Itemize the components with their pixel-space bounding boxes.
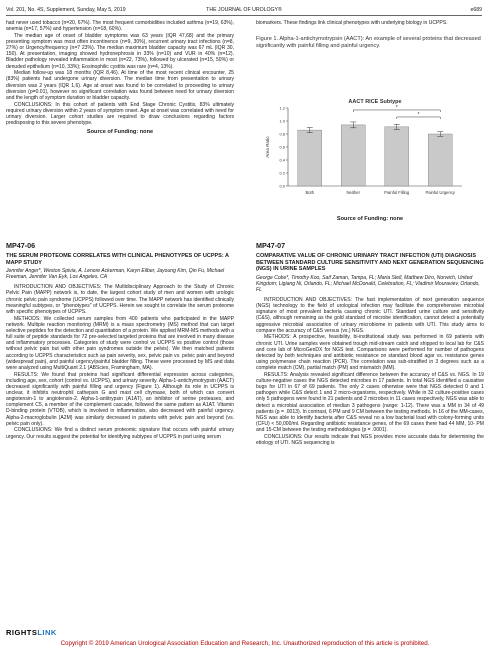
bar (341, 125, 365, 186)
abstract-id: MP47-06 (6, 241, 36, 250)
y-tick-label: 0.4 (279, 157, 285, 163)
rightslink-logo[interactable] (6, 628, 57, 637)
abstract-paragraph: METHODS: We collected serum samples from 400 patients who participated in the MAPP network. Multiple reaction monitoring (MRM) is a mass spectrometry (MS) method that can target selective peptides for the detection and quantitation of a protein. We applied MRM-MS methods with a full suite of peptide standards for 72 pre-selected targeted proteins that are involved in many disease and inflammatory processes. Categories of study were control vs UCPPS vs positive control (those without pelvic pain but with other pain syndromes outside the pelvis). We then matched patients according to UCPPS characteristics such as pain severity, sex, pelvic pain vs. pelvic pain and beyond (widespread pain), and painful urgency/painful bladder filling. These were processed by MS and data were analyzed using MultiQuant 2.1 (ABSciex, Framingham, MA). (6, 315, 234, 371)
abstract-paragraph: CONCLUSIONS: Our results indicate that NGS provides more accurate data for determining the etiology of UTI. NGS sequencing is (256, 433, 484, 447)
abstract-paragraph: INTRODUCTION AND OBJECTIVES: The fast implementation of next generation sequence (NGS) technology to the field of urological infection may facilitate the comprehensive microbial signature of most prevalent bacteria causing chronic UTI. Standard urine culture and sensitivity (C&S), although remaining as the gold standard of microbe identification, cannot detect a potentially aggressive microbial association of urinary microbiome in patients with UTI. This study aims to compare the accuracy of C&S versus (vs.) NGS. (256, 296, 484, 334)
left-paragraph: Median follow-up was 18 months (IQR 8,46). At time of the most recent clinical encounter, 25 (83%) patients had undergone urinary diversion. The median time from presentation to urinary diversion was 2 years (IQR 1,6). Age at onset was found to be correlated to proceeding to urinary diversion (p=0.01), however no significant correlation was found between need for urinary diversion and the length of symptom duration or bladder capacity. (6, 70, 234, 101)
running-header (6, 5, 482, 15)
left-column (6, 20, 234, 135)
y-tick-label: 0.0 (279, 183, 285, 189)
x-tick-label: Neither (346, 190, 360, 195)
abstract-id: MP47-07 (256, 241, 286, 250)
right-funding (256, 213, 484, 222)
abstract-paragraph: RESULTS: Analysis revealed significant difference between the accuracy of C&S vs. NGS. In 19 culture-negative cases the NGS detected microbes in 17 patients. In total NGS identified a causative bugs for UTI in 67 of 69 patients. The only 2 cases otherwise were that NGS detected 0 and 1 pathogen while C&S detect 1 and 2 micro-organisms, respectively. While in 32 culture-positive cases only 5 pathogens were found in 21 patients and 2 microbes in 11 cases respectively, NGS was able to detect a microbial association of median 3 pathogens (range: 1-12). There was a MM in 34 of 49 patients (p = .0013). In contrast, 6 PM and 9 CM between the testing methods. In 16 of the MM-cases, NGS was able to identify bacteria after C&S reveal no a low bacterial load with colony-forming units (CFU) < 50,000/ml. Regarding antibiotic resistance genes, of the 69 cases there had 44 MM, 10- PM and 15-CM between the testing methodologies (p = .0001). (256, 371, 484, 434)
abstract-paragraph: METHODS: A prospective, feasibility, bi-institutional study was performed in 69 patients with chronic UTI. Urine samples were obtained trough mid-stream catch and shipped to local lab for C&S and core lab of MicroGenDX for NGS test. Comparisons were performed for number of pathogens detected by both techniques and antibiotic resistance on standard blood agar vs. resistance genes using polymerase chain reaction (PCR). The correlation was sub-stratified in 3 degrees such as a complete match (CM), partial match (PM) and mismatch (MM). (256, 334, 484, 372)
significance-marker: * (417, 111, 420, 118)
x-tick-label: Painful Urgency (425, 190, 456, 195)
left-paragraph: had never used tobacco (n=20, 67%). The most frequent comorbidities included asthma (n=19, 63%), anemia (n=17, 57%) and hypertension (n=18, 60%). (6, 20, 234, 33)
abstract-mp47-07 (256, 242, 484, 446)
bar (298, 130, 322, 186)
y-axis-label: Area Ratio (265, 136, 270, 158)
x-tick-label: Painful Filling (384, 190, 410, 195)
left-paragraph: CONCLUSIONS: In this cohort of patients with End Stage Chronic Cystitis, 83% ultimately required urinary diversion within 2 years of symptom onset. Age at onset was correlated with need for urinary diversion. Larger cohort studies are required to draw conclusions regarding factors predisposing to this severe phenotype. (6, 101, 234, 126)
abstract-authors: George Cobe*, Timothy Koo, Saif Zaman, Tampa, FL; Maria Stell, Matthew Diro, Norwich, United Kingdom; Ligiang Ni, Orlando, FL; Michael McDonald, Celebration, FL; Vladimir Mouraviev, Orlando, FL (256, 274, 480, 293)
abstract-mp47-06 (6, 242, 234, 440)
y-tick-label: 0.6 (279, 144, 285, 150)
funding-statement: Source of Funding: none (86, 129, 154, 136)
rightslink-accent: LINK (37, 628, 57, 637)
bar (385, 127, 409, 186)
y-tick-label: 0.8 (279, 131, 285, 137)
header-journal: THE JOURNAL OF UROLOGY® (206, 7, 282, 13)
funding-statement: Source of Funding: none (336, 216, 404, 222)
header-page-number: e689 (470, 7, 482, 13)
abstract-authors: Jennifer Anger*, Weston Spivia, A. Lenore Ackerman, Karyn Eilber, Jayoung Kim, Qin Fu, Michael Freeman, Jennifer Van Eyk, Los Angeles, CA (6, 268, 225, 281)
abstract-title: COMPARATIVE VALUE OF CHRONIC URINARY TRACT INFECTION (UTI) DIAGNOSIS BETWEEN STANDARD CULTURE SENSITIVITY AND NEXT GENERATION SEQUENCING (NGS) IN URINE SAMPLES (256, 253, 484, 272)
y-tick-label: 1.0 (279, 118, 285, 124)
figure-chart (264, 96, 470, 200)
copyright-footer: Copyright © 2019 American Urological Association Education and Research, Inc. Unauthorized reproduction of this article is prohibited. (60, 640, 430, 647)
chart-title: AACT RICE Subtype (348, 99, 402, 105)
right-column-top (256, 20, 484, 50)
bar (428, 134, 452, 186)
y-tick-label: 0.2 (279, 170, 285, 176)
abstract-paragraph: INTRODUCTION AND OBJECTIVES: The Multidisciplinary Approach to the Study of Chronic Pelvic Pain (MAPP) network is, to date, the largest cohort study of men and women with urologic chronic pelvic pain syndrome (UCPPS) followed over time. The MAPP network has identified clinically meaningful subtypes, or "phenotypes" of UCPPS. Herein we sought to correlate the serum proteome with specific phenotypes of UCPPS. (6, 284, 234, 315)
figure-caption: Figure 1. Alpha-1-antichymotrypsin (AACT): An example of several proteins that decreased significantly with painful filling and painful urgency. (256, 36, 481, 50)
x-tick-label: Both (305, 190, 315, 195)
header-rule (6, 15, 482, 16)
y-tick-label: 1.2 (279, 105, 285, 111)
significance-marker: * (395, 104, 398, 111)
left-paragraph: The median age of onset of bladder symptoms was 63 years (IQR 47,68) and the primary presenting symptom was most often incontinence (n=9, 30%), recurrent urinary tract infections (n=8, 27%) or Urgency/frequency (n=7 23%). The median maximum bladder capacity was 67 mL (IQR 30, 150). At presentation, imaging showed hydronephrosis in 33% (n=10) and VUR in 40% (n=12). Bladder pathology revealed inflammation in most (n=22, 73%), followed by ulcerated (n=15, 50%) or denuded epithelium (n=10, 33%); Eosinophilic cystitis was rare (n=4, 13%). (6, 32, 234, 70)
abstract-paragraph: CONCLUSIONS: We find a distinct serum proteomic signature that occurs with painful urinary urgency. Our results suggest the potential for identifying subtypes of UCPPS in part using serum (6, 427, 234, 440)
continuation-text: biomarkers. These findings link clinical phenotypes with underlying biology in UCPPS. (256, 20, 448, 26)
abstract-title: THE SERUM PROTEOME CORRELATES WITH CLINICAL PHENOTYPES OF UCPPS: A MAPP STUDY (6, 253, 229, 266)
header-volume: Vol. 201, No. 4S, Supplement, Sunday, May 5, 2019 (6, 7, 126, 13)
bar-chart (264, 96, 470, 200)
rightslink-text: RIGHTS (6, 628, 38, 637)
abstract-paragraph: RESULTS: We found that proteins had significant differential expression across categories, including age, sex, cohort (control vs. UCPPS), and urinary severity. Alpha-1-antichymotrypsin (AACT) decreased significantly with painful filling and urgency (Figure 1). Although its role in UCPPS is unclear, it inhibits neutrophil cathepsin G and mast cell chymase, both of which can convert angiotensin-1 to angiotensin-2. Alpha-1-antitrypsin (A1AT), an inhibitor of serine proteases, and complement C5, a member of the complement cascade, followed the same pattern as A1AT. Vitamin D-binding protein (VTDB), which is involved in inflammation, also decreased with painful urgency. Alpha-2-macroglobulin (A2M) was similarly decreased in patients with pelvic pain and beyond (vs. pelvic pain only). (6, 371, 234, 427)
